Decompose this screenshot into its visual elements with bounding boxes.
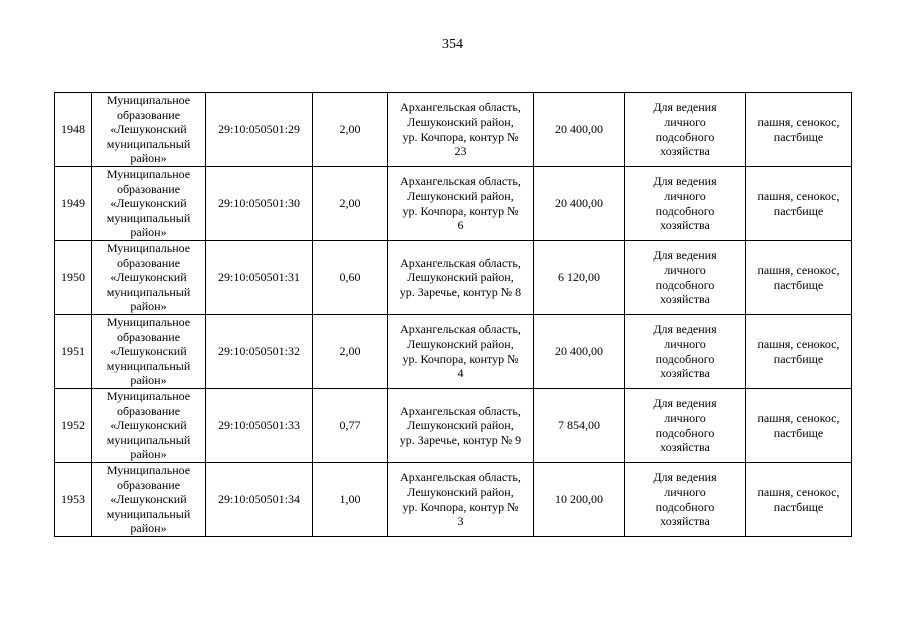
price-cell: 6 120,00 bbox=[534, 241, 625, 315]
price-cell: 20 400,00 bbox=[534, 167, 625, 241]
owner-cell bbox=[92, 463, 206, 537]
price-cell: 7 854,00 bbox=[534, 389, 625, 463]
purpose-line: Для ведения bbox=[653, 322, 717, 337]
address-line: Архангельская область, bbox=[400, 100, 521, 115]
owner-line: «Лешуконский bbox=[110, 122, 187, 137]
owner-line: «Лешуконский bbox=[110, 344, 187, 359]
purpose-line: личного bbox=[664, 410, 706, 425]
land-use-cell bbox=[746, 315, 852, 389]
row-number-cell: 1948 bbox=[55, 93, 92, 167]
land-use-line: пашня, сенокос, bbox=[757, 484, 840, 499]
land-use-line: пастбище bbox=[773, 203, 824, 218]
owner-cell bbox=[92, 167, 206, 241]
purpose-line: хозяйства bbox=[660, 366, 710, 381]
table-row bbox=[55, 93, 852, 167]
address-cell bbox=[388, 93, 534, 167]
land-use-line: пастбище bbox=[773, 277, 824, 292]
owner-line: Муниципальное bbox=[106, 241, 191, 256]
address-line: ур. Заречье, контур № 8 bbox=[399, 284, 522, 299]
purpose-line: подсобного bbox=[655, 277, 715, 292]
land-use-line: пашня, сенокос, bbox=[757, 188, 840, 203]
address-line: ур. Заречье, контур № 9 bbox=[399, 432, 522, 447]
owner-cell bbox=[92, 241, 206, 315]
purpose-cell bbox=[625, 389, 746, 463]
table-row bbox=[55, 315, 852, 389]
land-use-line: пастбище bbox=[773, 499, 824, 514]
owner-line: муниципальный bbox=[106, 284, 191, 299]
address-line: Лешуконский район, bbox=[407, 188, 514, 203]
purpose-line: хозяйства bbox=[660, 440, 710, 455]
address-cell bbox=[388, 463, 534, 537]
price-cell: 20 400,00 bbox=[534, 315, 625, 389]
area-cell: 2,00 bbox=[313, 93, 388, 167]
land-use-line: пашня, сенокос, bbox=[757, 114, 840, 129]
area-cell: 2,00 bbox=[313, 315, 388, 389]
area-cell: 0,60 bbox=[313, 241, 388, 315]
table-row bbox=[55, 389, 852, 463]
table-row bbox=[55, 241, 852, 315]
owner-line: муниципальный bbox=[106, 136, 191, 151]
row-number-cell: 1951 bbox=[55, 315, 92, 389]
land-use-cell bbox=[746, 389, 852, 463]
purpose-line: подсобного bbox=[655, 499, 715, 514]
table-row bbox=[55, 463, 852, 537]
owner-line: муниципальный bbox=[106, 506, 191, 521]
address-line: 4 bbox=[457, 366, 464, 381]
address-line: ур. Кочпора, контур № bbox=[402, 203, 519, 218]
address-line: Архангельская область, bbox=[400, 403, 521, 418]
purpose-line: хозяйства bbox=[660, 218, 710, 233]
owner-line: образование bbox=[116, 107, 181, 122]
cadastral-number-cell: 29:10:050501:33 bbox=[206, 389, 313, 463]
owner-line: «Лешуконский bbox=[110, 196, 187, 211]
owner-line: Муниципальное bbox=[106, 167, 191, 182]
price-cell: 10 200,00 bbox=[534, 463, 625, 537]
purpose-line: Для ведения bbox=[653, 470, 717, 485]
owner-line: Муниципальное bbox=[106, 389, 191, 404]
area-cell: 0,77 bbox=[313, 389, 388, 463]
owner-line: «Лешуконский bbox=[110, 270, 187, 285]
land-use-line: пашня, сенокос, bbox=[757, 410, 840, 425]
owner-line: Муниципальное bbox=[106, 315, 191, 330]
address-line: 6 bbox=[457, 218, 464, 233]
purpose-line: Для ведения bbox=[653, 396, 717, 411]
owner-line: район» bbox=[130, 447, 167, 462]
table-body bbox=[55, 93, 852, 537]
purpose-line: личного bbox=[664, 336, 706, 351]
purpose-line: подсобного bbox=[655, 351, 715, 366]
address-line: Архангельская область, bbox=[400, 470, 521, 485]
owner-line: образование bbox=[116, 403, 181, 418]
owner-line: район» bbox=[130, 299, 167, 314]
address-line: Лешуконский район, bbox=[407, 270, 514, 285]
purpose-line: личного bbox=[664, 262, 706, 277]
address-line: ур. Кочпора, контур № bbox=[402, 499, 519, 514]
cadastral-number-cell: 29:10:050501:34 bbox=[206, 463, 313, 537]
land-use-line: пашня, сенокос, bbox=[757, 262, 840, 277]
purpose-line: Для ведения bbox=[653, 100, 717, 115]
address-line: ур. Кочпора, контур № bbox=[402, 351, 519, 366]
address-cell bbox=[388, 241, 534, 315]
area-cell: 2,00 bbox=[313, 167, 388, 241]
purpose-line: личного bbox=[664, 114, 706, 129]
purpose-cell bbox=[625, 315, 746, 389]
owner-line: образование bbox=[116, 477, 181, 492]
purpose-cell bbox=[625, 463, 746, 537]
address-line: Лешуконский район, bbox=[407, 484, 514, 499]
owner-line: муниципальный bbox=[106, 210, 191, 225]
area-cell: 1,00 bbox=[313, 463, 388, 537]
row-number-cell: 1950 bbox=[55, 241, 92, 315]
row-number-cell: 1952 bbox=[55, 389, 92, 463]
purpose-cell bbox=[625, 93, 746, 167]
purpose-line: Для ведения bbox=[653, 248, 717, 263]
owner-line: образование bbox=[116, 329, 181, 344]
cadastral-number-cell: 29:10:050501:31 bbox=[206, 241, 313, 315]
purpose-line: подсобного bbox=[655, 129, 715, 144]
purpose-line: личного bbox=[664, 484, 706, 499]
land-use-line: пастбище bbox=[773, 425, 824, 440]
address-line: Лешуконский район, bbox=[407, 336, 514, 351]
owner-line: «Лешуконский bbox=[110, 492, 187, 507]
purpose-line: подсобного bbox=[655, 203, 715, 218]
owner-line: район» bbox=[130, 225, 167, 240]
address-cell bbox=[388, 389, 534, 463]
owner-line: муниципальный bbox=[106, 432, 191, 447]
land-use-line: пашня, сенокос, bbox=[757, 336, 840, 351]
purpose-line: Для ведения bbox=[653, 174, 717, 189]
row-number-cell: 1949 bbox=[55, 167, 92, 241]
address-line: Лешуконский район, bbox=[407, 418, 514, 433]
address-line: Архангельская область, bbox=[400, 322, 521, 337]
owner-cell bbox=[92, 315, 206, 389]
land-use-cell bbox=[746, 167, 852, 241]
cadastral-number-cell: 29:10:050501:30 bbox=[206, 167, 313, 241]
owner-line: образование bbox=[116, 255, 181, 270]
owner-line: образование bbox=[116, 181, 181, 196]
land-plots-table bbox=[54, 92, 852, 537]
owner-line: район» bbox=[130, 521, 167, 536]
address-line: 23 bbox=[454, 144, 467, 159]
purpose-cell bbox=[625, 241, 746, 315]
cadastral-number-cell: 29:10:050501:32 bbox=[206, 315, 313, 389]
purpose-line: личного bbox=[664, 188, 706, 203]
table-row bbox=[55, 167, 852, 241]
owner-cell bbox=[92, 93, 206, 167]
land-use-cell bbox=[746, 463, 852, 537]
owner-line: район» bbox=[130, 373, 167, 388]
page-number: 354 bbox=[442, 37, 463, 52]
owner-cell bbox=[92, 389, 206, 463]
row-number-cell: 1953 bbox=[55, 463, 92, 537]
land-use-line: пастбище bbox=[773, 351, 824, 366]
address-line: Архангельская область, bbox=[400, 174, 521, 189]
purpose-line: хозяйства bbox=[660, 292, 710, 307]
purpose-line: подсобного bbox=[655, 425, 715, 440]
price-cell: 20 400,00 bbox=[534, 93, 625, 167]
land-use-line: пастбище bbox=[773, 129, 824, 144]
address-cell bbox=[388, 315, 534, 389]
address-cell bbox=[388, 167, 534, 241]
address-line: 3 bbox=[457, 514, 464, 529]
address-line: Архангельская область, bbox=[400, 255, 521, 270]
owner-line: район» bbox=[130, 151, 167, 166]
cadastral-number-cell: 29:10:050501:29 bbox=[206, 93, 313, 167]
address-line: Лешуконский район, bbox=[407, 114, 514, 129]
land-use-cell bbox=[746, 241, 852, 315]
purpose-line: хозяйства bbox=[660, 144, 710, 159]
land-use-cell bbox=[746, 93, 852, 167]
purpose-cell bbox=[625, 167, 746, 241]
purpose-line: хозяйства bbox=[660, 514, 710, 529]
owner-line: «Лешуконский bbox=[110, 418, 187, 433]
owner-line: муниципальный bbox=[106, 358, 191, 373]
owner-line: Муниципальное bbox=[106, 463, 191, 478]
owner-line: Муниципальное bbox=[106, 93, 191, 108]
address-line: ур. Кочпора, контур № bbox=[402, 129, 519, 144]
